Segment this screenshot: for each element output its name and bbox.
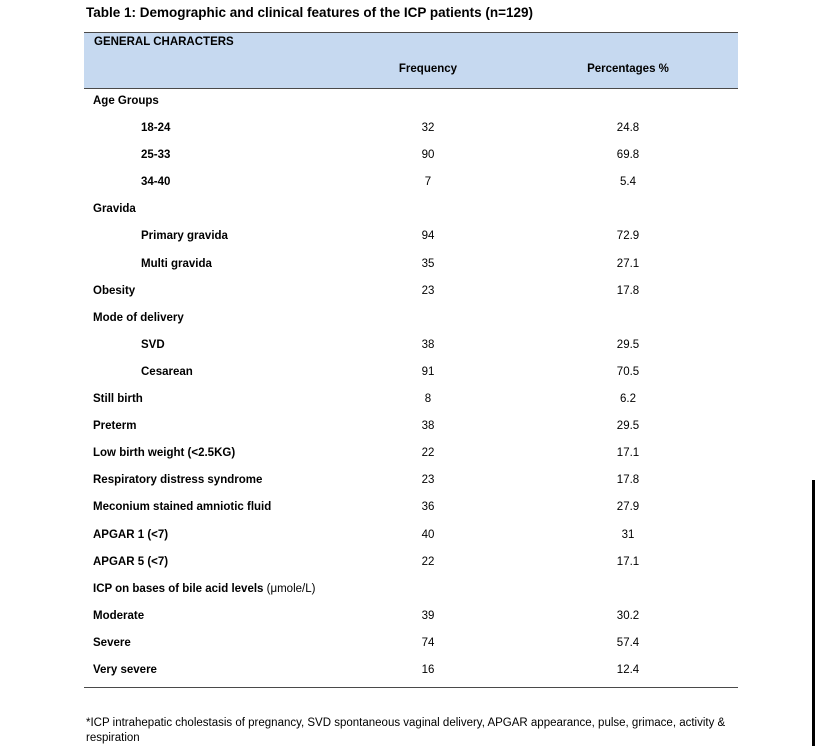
row-label	[93, 637, 131, 649]
row-label	[141, 149, 170, 161]
row-label	[141, 122, 170, 134]
percentage-cell: 29.5	[616, 338, 640, 351]
percentage-cell: 27.9	[616, 501, 640, 514]
table-row	[84, 224, 738, 251]
general-characters-header: GENERAL CHARACTERS	[94, 36, 234, 48]
percentage-cell: 12.4	[616, 663, 640, 676]
percentage-cell: 17.1	[616, 555, 640, 568]
table-row	[84, 279, 738, 306]
row-label-text: Low birth weight (<2.5KG)	[93, 447, 236, 460]
row-label-text: APGAR 1 (<7)	[93, 528, 169, 541]
table-caption: Table 1: Demographic and clinical features of the ICP patients (n=129)	[86, 5, 533, 20]
percentages-header: Percentages %	[587, 63, 669, 75]
percentage-cell: 30.2	[616, 609, 640, 622]
row-label	[93, 203, 136, 215]
percentage-cell: 29.5	[616, 420, 640, 433]
row-label-text: Very severe	[93, 663, 157, 676]
percentage-cell: 70.5	[616, 365, 640, 378]
row-label	[141, 176, 170, 188]
row-label	[93, 529, 168, 541]
demographics-table	[84, 32, 738, 685]
percentage-cell: 72.9	[616, 230, 640, 243]
frequency-header: Frequency	[398, 63, 458, 75]
row-label-text: SVD	[141, 338, 165, 351]
frequency-cell: 23	[421, 284, 435, 297]
table-row	[84, 170, 738, 197]
row-label-text: Mode of delivery	[93, 311, 184, 324]
percentage-cell: 6.2	[620, 393, 636, 406]
table-row	[84, 197, 738, 224]
row-label	[141, 366, 193, 378]
row-label	[93, 610, 144, 622]
percentage-cell: 17.8	[616, 284, 640, 297]
row-label-text: Cesarean	[141, 365, 193, 378]
row-label-text: Meconium stained amniotic fluid	[93, 501, 272, 514]
row-label-text: Preterm	[93, 420, 137, 433]
frequency-cell: 38	[421, 338, 435, 351]
row-label-text: Primary gravida	[141, 230, 228, 243]
percentage-cell: 17.1	[616, 447, 640, 460]
row-label-text: Moderate	[93, 609, 145, 622]
percentage-cell: 17.8	[616, 474, 640, 487]
row-label-text: ICP on bases of bile acid levels	[93, 582, 264, 595]
frequency-cell: 22	[421, 555, 435, 568]
percentage-cell: 27.1	[616, 257, 640, 270]
row-label	[93, 664, 157, 676]
frequency-cell: 91	[421, 365, 435, 378]
table-row	[84, 333, 738, 360]
table-row	[84, 577, 738, 604]
row-label	[141, 339, 165, 351]
table-row	[84, 495, 738, 522]
table-row	[84, 658, 738, 685]
row-label	[141, 230, 228, 242]
frequency-cell: 90	[421, 149, 435, 162]
frequency-cell: 39	[421, 609, 435, 622]
row-label	[93, 501, 271, 513]
row-label-unit: (μmole/L)	[263, 582, 316, 595]
table-bottom-rule	[84, 687, 738, 688]
row-label	[93, 420, 136, 432]
table-row	[84, 387, 738, 414]
row-label-text: Still birth	[93, 393, 143, 406]
row-label	[93, 312, 184, 324]
table-row	[84, 631, 738, 658]
table-header	[84, 32, 738, 89]
row-label	[93, 95, 159, 107]
frequency-cell: 32	[421, 122, 435, 135]
row-label-text: Multi gravida	[141, 257, 212, 270]
frequency-cell: 22	[421, 447, 435, 460]
row-label-text: APGAR 5 (<7)	[93, 555, 169, 568]
table-body	[84, 89, 738, 685]
row-label	[141, 258, 212, 270]
frequency-cell: 35	[421, 257, 435, 270]
percentage-cell: 69.8	[616, 149, 640, 162]
row-label-text: Gravida	[93, 203, 136, 216]
row-label	[93, 393, 143, 405]
row-label-text: Respiratory distress syndrome	[93, 474, 263, 487]
row-label-text: 25-33	[141, 149, 171, 162]
row-label	[93, 447, 235, 459]
frequency-cell: 36	[421, 501, 435, 514]
table-row	[84, 441, 738, 468]
percentage-cell: 31	[621, 528, 635, 541]
table-row	[84, 89, 738, 116]
table-row	[84, 550, 738, 577]
table-row	[84, 306, 738, 333]
table-row	[84, 252, 738, 279]
row-label	[93, 583, 315, 595]
table-footnote: *ICP intrahepatic cholestasis of pregnancy, SVD spontaneous vaginal delivery, APGAR appearance, pulse, grimace, activity & respiration	[86, 717, 726, 744]
table-row	[84, 523, 738, 550]
table-row	[84, 360, 738, 387]
frequency-cell: 7	[424, 176, 432, 189]
table-row	[84, 468, 738, 495]
percentage-cell: 57.4	[616, 636, 640, 649]
table-row	[84, 414, 738, 441]
frequency-cell: 38	[421, 420, 435, 433]
table-row	[84, 604, 738, 631]
row-label	[93, 474, 262, 486]
frequency-cell: 23	[421, 474, 435, 487]
frequency-cell: 94	[421, 230, 435, 243]
row-label	[93, 556, 168, 568]
row-label-text: Severe	[93, 636, 131, 649]
percentage-cell: 24.8	[616, 122, 640, 135]
table-row	[84, 116, 738, 143]
percentage-cell: 5.4	[620, 176, 636, 189]
frequency-cell: 74	[421, 636, 435, 649]
row-label-text: Age Groups	[93, 95, 159, 107]
table-row	[84, 143, 738, 170]
row-label	[93, 285, 135, 297]
row-label-text: 34-40	[141, 176, 171, 189]
frequency-cell: 16	[421, 663, 435, 676]
frequency-cell: 40	[421, 528, 435, 541]
row-label-text: 18-24	[141, 122, 171, 135]
row-label-text: Obesity	[93, 284, 136, 297]
frequency-cell: 8	[424, 393, 432, 406]
